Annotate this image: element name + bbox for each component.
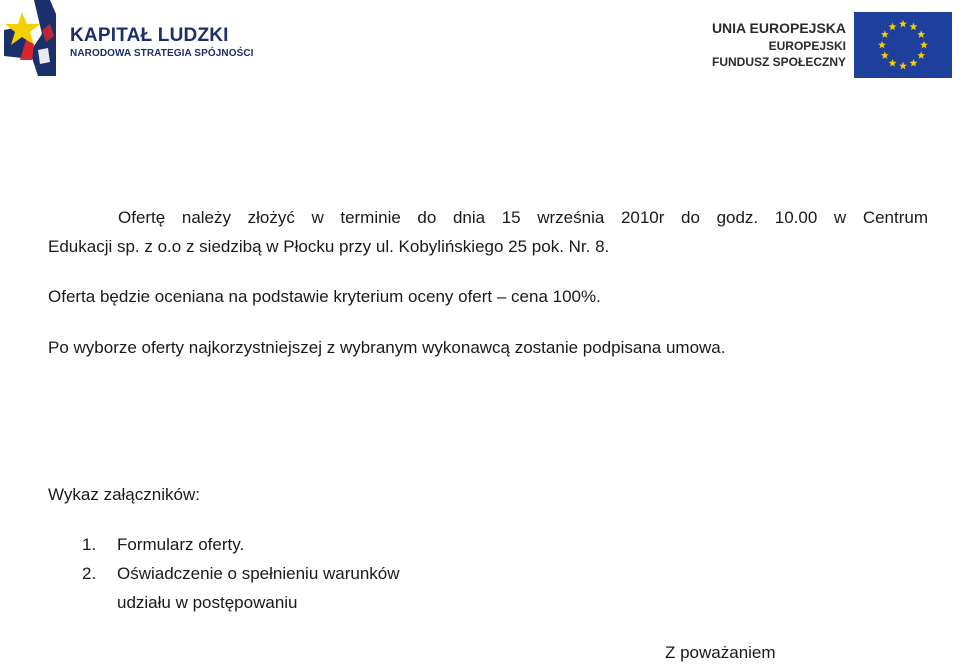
eu-line-1: UNIA EUROPEJSKA [711,20,846,36]
paragraph-1-line-2: Edukacji sp. z o.o z siedzibą w Płocku przy ul. Kobylińskiego 25 pok. Nr. 8. [48,237,610,256]
paragraph-1-word: 10.00 [774,208,818,227]
attachment-item [82,535,244,555]
paragraph-1-line-1 [118,208,928,228]
eu-line-2: EUROPEJSKI [768,39,846,53]
attachments-heading: Wykaz załączników: [48,485,200,504]
paragraph-1-word: złożyć [247,208,295,227]
attachment-number: 2. [82,564,97,583]
paragraph-1-word: Ofertę [118,208,166,227]
paragraph-1-word: Centrum [862,208,928,227]
kapital-ludzki-logo [4,0,254,80]
paragraph-1-word: w [833,208,847,227]
paragraph-1-word: do [681,208,700,227]
paragraph-1-word: do [417,208,437,227]
attachment-text: Formularz oferty. [117,535,245,554]
paragraph-1-word: 15 [501,208,521,227]
closing-salutation: Z poważaniem [665,643,776,662]
kapital-ludzki-subtitle: NARODOWA STRATEGIA SPÓJNOŚCI [70,48,254,59]
attachment-text-continuation: udziału w postępowaniu [117,593,298,612]
paragraph-1-word: w [311,208,324,227]
paragraph-1-word: godz. [716,208,759,227]
attachment-text: Oświadczenie o spełnieniu warunków [117,564,400,583]
attachment-number: 1. [82,535,97,554]
attachment-item [82,564,400,584]
kapital-ludzki-emblem [4,0,56,76]
paragraph-2: Oferta będzie oceniana na podstawie kryterium oceny ofert – cena 100%. [48,287,601,306]
paragraph-3: Po wyborze oferty najkorzystniejszej z wybranym wykonawcą zostanie podpisana umowa. [48,338,726,357]
paragraph-1-word: 2010r [620,208,665,227]
eu-line-3: FUNDUSZ SPOŁECZNY [711,55,846,69]
paragraph-1-word: września [537,208,605,227]
paragraph-1-word: dnia [452,208,486,227]
eu-flag-icon [854,12,952,78]
kapital-ludzki-title: KAPITAŁ LUDZKI [70,25,229,46]
paragraph-1-word: terminie [340,208,401,227]
eu-efs-logo [706,10,956,78]
paragraph-1-word: należy [181,208,231,227]
